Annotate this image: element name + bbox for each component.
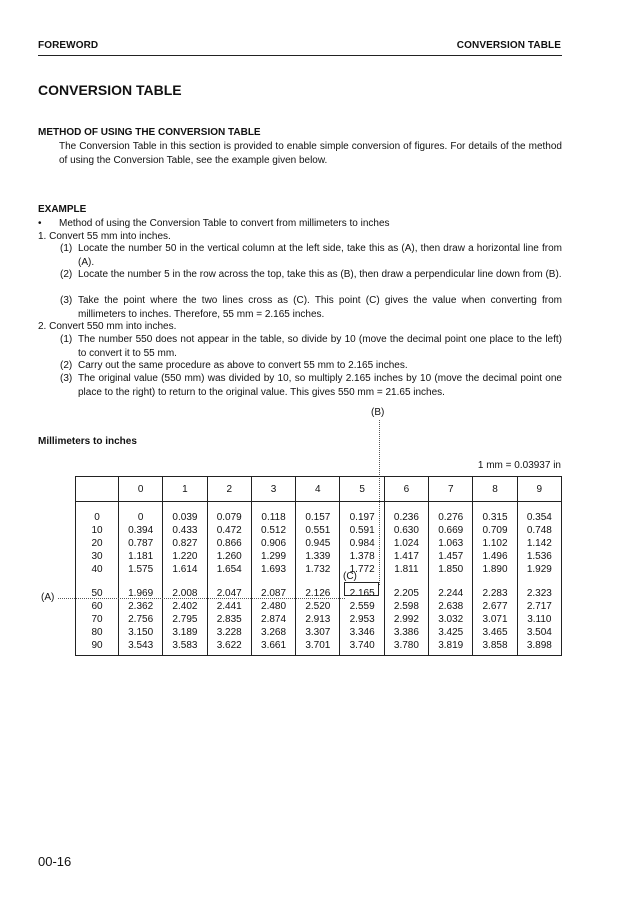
horizontal-guide-line [58, 598, 345, 599]
table-cell: 1.457 [438, 551, 464, 562]
table-cell: 3.819 [438, 640, 464, 651]
row-label: 50 [91, 588, 103, 599]
table-cell: 3.661 [261, 640, 287, 651]
table-cell: 0.906 [261, 538, 287, 549]
row-label-column [76, 576, 119, 656]
item1-step2-text: Locate the number 5 in the row across the top, take this as (B), then draw a perpendicular line down from (B). [78, 269, 562, 280]
table-cell: 0.236 [393, 512, 419, 523]
value-column [473, 502, 517, 577]
row-label: 40 [91, 564, 103, 575]
col-header: 3 [251, 477, 295, 502]
table-cell: 2.795 [172, 614, 198, 625]
table-cell: 3.425 [438, 627, 464, 638]
marker-b: (B) [371, 407, 385, 418]
table-cell: 1.811 [394, 564, 419, 575]
col-header: 0 [119, 477, 163, 502]
table-cell: 3.110 [527, 614, 552, 625]
table-cell: 2.480 [261, 601, 287, 612]
item1-step1-num: (1) [60, 243, 73, 254]
table-cell: 2.244 [438, 588, 464, 599]
table-cell: 3.583 [172, 640, 198, 651]
table-cell: 3.740 [349, 640, 375, 651]
row-label: 0 [94, 512, 100, 523]
table-cell: 2.638 [438, 601, 464, 612]
running-header-right: CONVERSION TABLE [456, 40, 561, 51]
value-column [384, 576, 428, 656]
table-cell: 0.197 [349, 512, 375, 523]
item2-step1-text: The number 550 does not appear in the table, so divide by 10 (move the decimal point one place to the left) to convert it to 55 mm. [78, 334, 562, 359]
value-column [119, 502, 163, 577]
table-cell: 0.787 [128, 538, 154, 549]
col-header: 2 [207, 477, 251, 502]
table-cell: 2.953 [349, 614, 375, 625]
table-cell: 2.756 [128, 614, 154, 625]
table-cell: 1.536 [526, 551, 552, 562]
table-cell: 3.228 [216, 627, 242, 638]
table-cell: 1.299 [261, 551, 287, 562]
table-cell: 1.929 [526, 564, 552, 575]
table-cell: 2.087 [261, 588, 287, 599]
table-cell: 2.402 [172, 601, 198, 612]
running-header-left: FOREWORD [38, 40, 99, 51]
table-caption: Millimeters to inches [38, 436, 137, 447]
table-cell: 2.008 [172, 588, 198, 599]
item1-text: 1. Convert 55 mm into inches. [38, 231, 171, 242]
table-row [76, 576, 562, 656]
table-header-row [76, 477, 562, 502]
table-cell: 3.898 [526, 640, 552, 651]
table-cell: 3.032 [438, 614, 464, 625]
table-cell: 1.102 [482, 538, 508, 549]
col-header: 7 [429, 477, 473, 502]
table-cell: 3.346 [349, 627, 375, 638]
marker-a: (A) [41, 592, 55, 603]
col-header: 4 [296, 477, 340, 502]
table-cell: 2.835 [216, 614, 242, 625]
table-cell: 2.559 [349, 601, 375, 612]
table-cell: 1.260 [216, 551, 242, 562]
table-cell: 0.512 [261, 525, 287, 536]
value-column [119, 576, 163, 656]
item2-step2-text: Carry out the same procedure as above to convert 55 mm to 2.165 inches. [78, 360, 408, 371]
table-cell: 0.354 [526, 512, 552, 523]
value-column [251, 576, 295, 656]
table-body-group-2 [76, 576, 562, 656]
table-cell: 2.362 [128, 601, 154, 612]
table-cell: 2.874 [261, 614, 287, 625]
table-cell: 0.551 [305, 525, 331, 536]
row-label: 10 [91, 525, 103, 536]
item1-step3-num: (3) [60, 295, 73, 306]
table-cell: 1.339 [305, 551, 331, 562]
table-cell: 0.748 [526, 525, 552, 536]
method-heading: METHOD OF USING THE CONVERSION TABLE [38, 127, 261, 138]
table-cell: 2.323 [526, 588, 552, 599]
header-rule [38, 55, 562, 56]
table-cell: 1.417 [393, 551, 419, 562]
table-cell: 0.709 [482, 525, 508, 536]
table-cell: 1.890 [482, 564, 508, 575]
table-cell: 3.150 [128, 627, 154, 638]
table-cell: 0.630 [393, 525, 419, 536]
value-column [251, 502, 295, 577]
example-heading: EXAMPLE [38, 204, 87, 215]
value-column [296, 576, 340, 656]
table-cell: 3.071 [482, 614, 508, 625]
bullet-text: Method of using the Conversion Table to convert from millimeters to inches [59, 218, 390, 229]
item1-step1-text: Locate the number 50 in the vertical column at the left side, take this as (A), then draw a horizontal line from (A). [78, 243, 562, 268]
row-label: 20 [91, 538, 103, 549]
table-cell: 1.575 [128, 564, 154, 575]
table-cell: 3.504 [526, 627, 552, 638]
table-cell: 1.772 [349, 564, 375, 575]
item2-step3-num: (3) [60, 373, 73, 384]
item1-step2-num: (2) [60, 269, 73, 280]
marker-c: (C) [343, 571, 357, 582]
table-cell: 1.181 [128, 551, 154, 562]
table-cell: 0.433 [172, 525, 198, 536]
row-label: 90 [91, 640, 103, 651]
table-cell: 0.827 [172, 538, 198, 549]
value-column [207, 576, 251, 656]
table-cell: 2.992 [393, 614, 419, 625]
table-cell: 3.701 [305, 640, 331, 651]
table-cell: 0.591 [349, 525, 375, 536]
table-cell: 3.307 [305, 627, 331, 638]
intersection-highlight-box [344, 582, 379, 596]
row-label: 70 [91, 614, 103, 625]
table-cell: 2.520 [305, 601, 331, 612]
table-cell: 0.276 [438, 512, 464, 523]
table-cell: 3.622 [216, 640, 242, 651]
col-header: 8 [473, 477, 517, 502]
table-cell: 1.654 [216, 564, 242, 575]
item1-step3-text: Take the point where the two lines cross as (C). This point (C) gives the value when converting from millimeters to inches. Therefore, 55 mm = 2.165 inches. [78, 295, 562, 320]
table-cell: 1.220 [172, 551, 198, 562]
table-cell: 2.047 [216, 588, 242, 599]
table-cell: 2.205 [393, 588, 419, 599]
value-column [384, 502, 428, 577]
value-column [207, 502, 251, 577]
table-cell: 1.693 [261, 564, 287, 575]
method-text: The Conversion Table in this section is provided to enable simple conversion of figures. For details of the method of using the Conversion Table, see the example given below. [59, 141, 562, 166]
table-cell: 3.268 [261, 627, 287, 638]
page-title: CONVERSION TABLE [38, 82, 182, 98]
row-label: 80 [91, 627, 103, 638]
table-cell: 0.866 [216, 538, 242, 549]
table-cell: 3.858 [482, 640, 508, 651]
table-cell: 0.079 [216, 512, 242, 523]
value-column [296, 502, 340, 577]
row-label: 60 [91, 601, 103, 612]
table-cell: 1.732 [305, 564, 331, 575]
item2-step2-num: (2) [60, 360, 73, 371]
table-cell: 0.315 [482, 512, 508, 523]
item2-text: 2. Convert 550 mm into inches. [38, 321, 177, 332]
value-column [517, 576, 561, 656]
table-cell: 2.165 [349, 588, 375, 599]
table-body-group-1 [76, 502, 562, 577]
value-column [429, 576, 473, 656]
table-cell: 1.614 [172, 564, 198, 575]
value-column [163, 502, 207, 577]
table-cell: 0.472 [216, 525, 242, 536]
value-column [163, 576, 207, 656]
table-cell: 0.118 [261, 512, 286, 523]
table-cell: 3.189 [172, 627, 198, 638]
table-cell: 0.039 [172, 512, 198, 523]
table-cell: 3.543 [128, 640, 154, 651]
col-header: 9 [517, 477, 561, 502]
corner-cell [76, 477, 119, 502]
table-cell: 2.598 [393, 601, 419, 612]
col-header: 6 [384, 477, 428, 502]
row-label: 30 [91, 551, 103, 562]
table-cell: 2.283 [482, 588, 508, 599]
item2-step3-text: The original value (550 mm) was divided by 10, so multiply 2.165 inches by 10 (move the decimal point one place to the right) to return to the original value. This gives 550 mm = 21.65 inches. [78, 373, 562, 398]
table-cell: 1.496 [482, 551, 508, 562]
item2-step1-num: (1) [60, 334, 73, 345]
col-header: 5 [340, 477, 384, 502]
page-number: 00-16 [38, 854, 72, 869]
table-cell: 2.126 [305, 588, 331, 599]
table-cell: 1.142 [526, 538, 552, 549]
table-cell: 2.441 [216, 601, 242, 612]
table-cell: 0.945 [305, 538, 331, 549]
table-cell: 0 [137, 512, 144, 523]
table-cell: 0.157 [305, 512, 331, 523]
table-cell: 3.465 [482, 627, 508, 638]
value-column [517, 502, 561, 577]
value-column [473, 576, 517, 656]
table-cell: 0.669 [438, 525, 464, 536]
table-cell: 0.394 [128, 525, 154, 536]
table-cell: 2.717 [526, 601, 552, 612]
table-cell: 1.969 [128, 588, 154, 599]
table-row [76, 502, 562, 577]
row-label-column [76, 502, 119, 577]
value-column [340, 502, 384, 577]
table-cell: 2.677 [482, 601, 508, 612]
bullet-mark: • [38, 218, 42, 229]
table-cell: 3.780 [393, 640, 419, 651]
table-cell: 0.984 [349, 538, 375, 549]
table-cell: 2.913 [305, 614, 331, 625]
table-cell: 3.386 [393, 627, 419, 638]
table-cell: 1.063 [438, 538, 464, 549]
table-cell: 1.024 [393, 538, 419, 549]
col-header: 1 [163, 477, 207, 502]
unit-note: 1 mm = 0.03937 in [477, 460, 561, 471]
table-cell: 1.850 [438, 564, 464, 575]
table-cell: 1.378 [349, 551, 375, 562]
conversion-table [75, 476, 562, 656]
value-column [429, 502, 473, 577]
